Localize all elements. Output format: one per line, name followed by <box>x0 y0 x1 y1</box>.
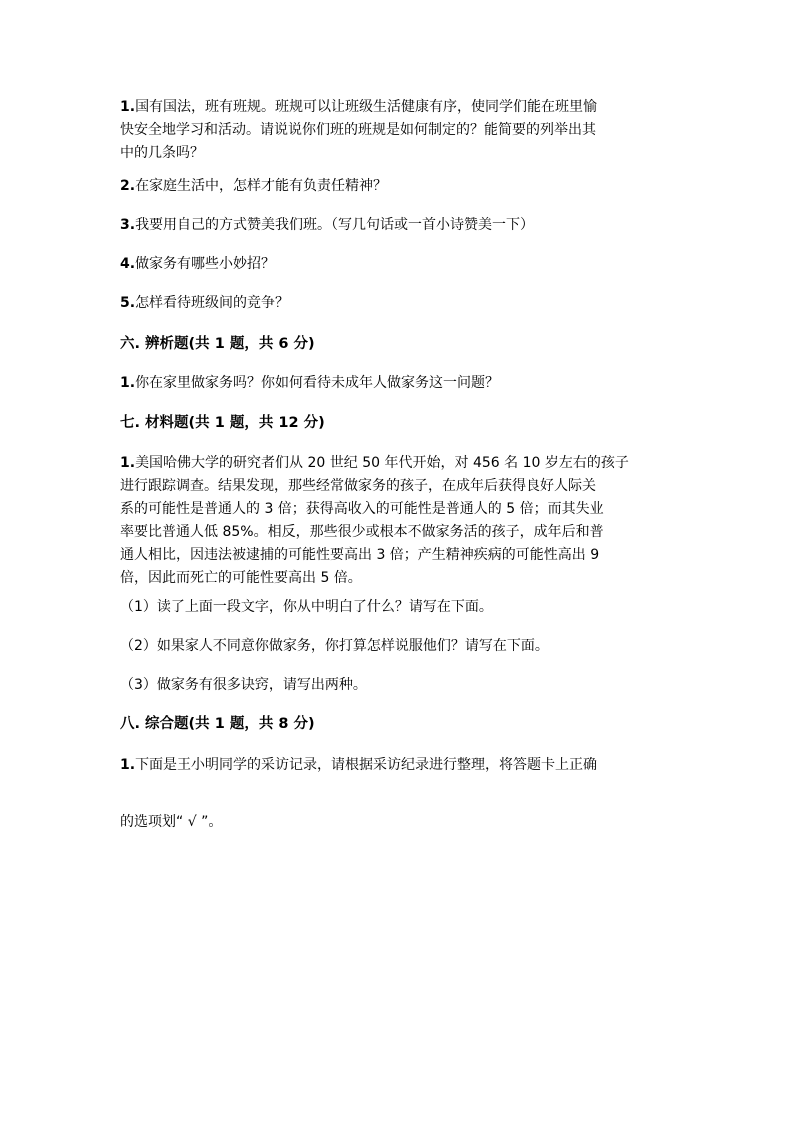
section-8-question-1-continued: 的选项划“ √ ”。 <box>120 814 223 830</box>
question-number: 3. <box>120 217 136 233</box>
question-1-line-3: 中的几条吗？ <box>120 145 204 161</box>
question-number: 2. <box>120 178 136 194</box>
section-7-subquestion-3: （3）做家务有很多诀窍，请写出两种。 <box>120 677 367 693</box>
section-7-subquestion-1: （1）读了上面一段文字，你从中明白了什么？请写在下面。 <box>120 599 493 615</box>
question-number: 1. <box>120 757 136 773</box>
question-3: 3.我要用自己的方式赞美我们班。（写几句话或一首小诗赞美一下） <box>120 217 535 233</box>
question-number: 1. <box>120 375 136 391</box>
question-5: 5.怎样看待班级间的竞争？ <box>120 295 290 311</box>
material-line-3: 系的可能性是普通人的 3 倍；获得高收入的可能性是普通人的 5 倍；而其失业 <box>120 501 604 517</box>
section-8-question-1: 1.下面是王小明同学的采访记录，请根据采访纪录进行整理，将答题卡上正确 <box>120 757 598 773</box>
question-number: 1. <box>120 99 136 115</box>
question-number: 4. <box>120 256 136 272</box>
question-number: 5. <box>120 295 136 311</box>
section-6-heading: 六. 辨析题(共 1 题，共 6 分) <box>120 336 315 352</box>
section-6-question-1: 1.你在家里做家务吗？你如何看待未成年人做家务这一问题？ <box>120 375 500 391</box>
material-line-4: 率要比普通人低 85%。相反，那些很少或根本不做家务活的孩子，成年后和普 <box>120 524 604 540</box>
question-2: 2.在家庭生活中，怎样才能有负责任精神？ <box>120 178 388 194</box>
question-1 <box>120 96 680 165</box>
material-line-1: 1.美国哈佛大学的研究者们从 20 世纪 50 年代开始，对 456 名 10 岁左右的孩子 <box>120 455 629 471</box>
question-1-line-1: 1.国有国法，班有班规。班规可以让班级生活健康有序，使同学们能在班里愉 <box>120 99 598 115</box>
section-8-heading: 八. 综合题(共 1 题，共 8 分) <box>120 716 315 732</box>
section-7-material <box>120 452 680 590</box>
section-7-subquestion-2: （2）如果家人不同意你做家务，你打算怎样说服他们？请写在下面。 <box>120 638 549 654</box>
question-4: 4.做家务有哪些小妙招？ <box>120 256 276 272</box>
section-7-heading: 七. 材料题(共 1 题，共 12 分) <box>120 415 325 431</box>
question-1-line-2: 快安全地学习和活动。请说说你们班的班规是如何制定的？能简要的列举出其 <box>120 122 596 138</box>
question-number: 1. <box>120 455 136 471</box>
material-line-2: 进行跟踪调查。结果发现，那些经常做家务的孩子，在成年后获得良好人际关 <box>120 478 596 494</box>
material-line-6: 倍，因此而死亡的可能性要高出 5 倍。 <box>120 570 362 586</box>
material-line-5: 通人相比，因违法被逮捕的可能性要高出 3 倍；产生精神疾病的可能性高出 9 <box>120 547 600 563</box>
